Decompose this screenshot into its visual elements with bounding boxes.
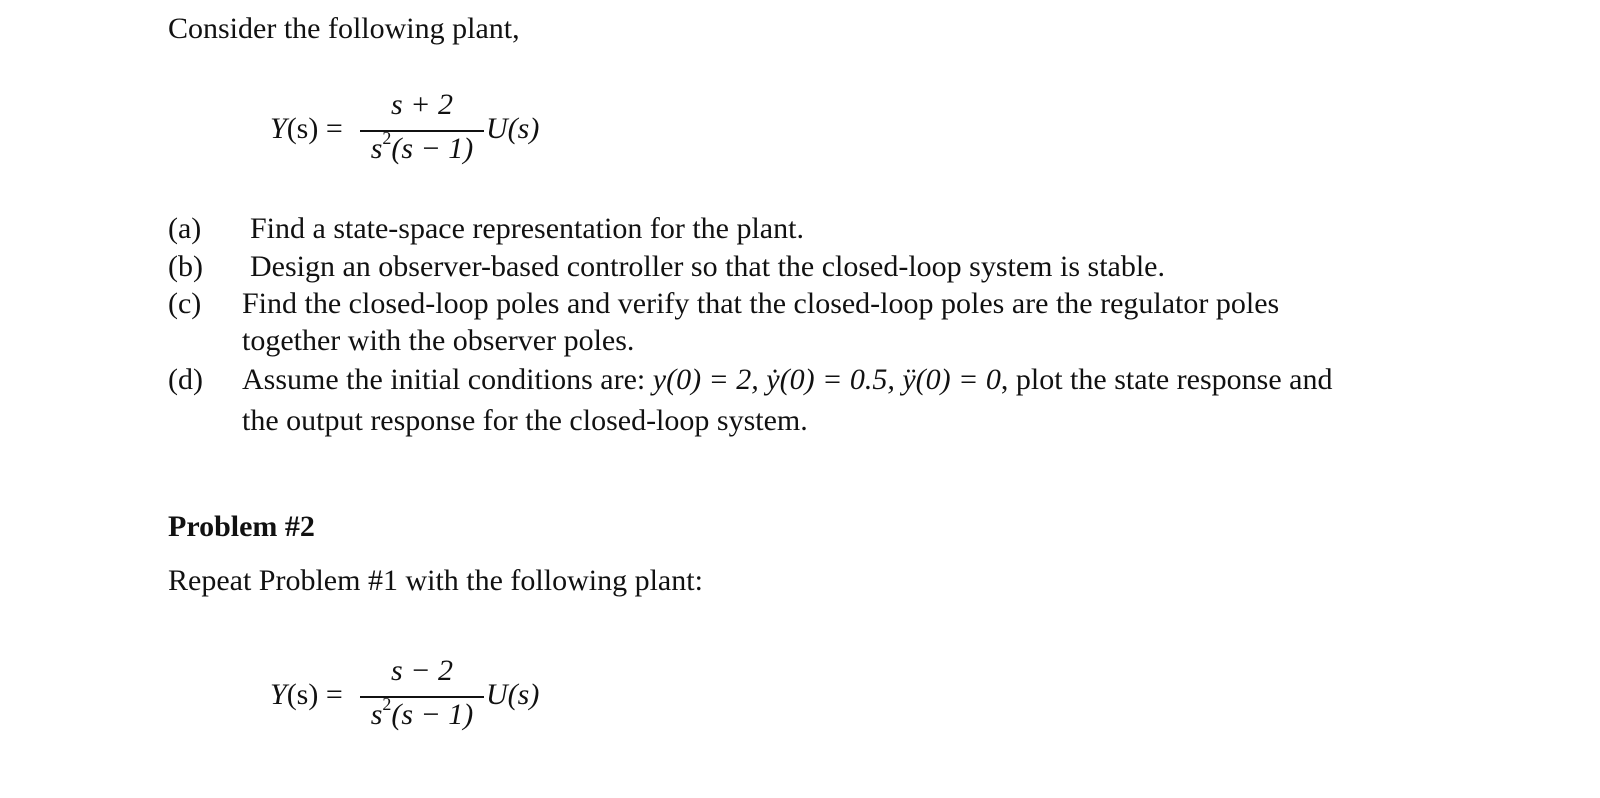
transfer-function-1 [270, 88, 570, 168]
eq1-denominator [360, 128, 484, 166]
eq1-rhs [486, 112, 539, 146]
eq1-lhs [270, 112, 343, 146]
part-c-label: (c) [168, 287, 202, 320]
eq2-lhs-arg: (s) = [286, 678, 343, 711]
problem-2-text: Repeat Problem #1 with the following plant: [168, 564, 703, 597]
eq2-lhs [270, 678, 343, 712]
part-d-text-line2: the output response for the closed-loop system. [242, 404, 808, 437]
eq2-den-s: s [370, 698, 383, 731]
eq1-numerator: s + 2 [391, 88, 453, 121]
part-d-text-pre: Assume the initial conditions are: [242, 363, 653, 396]
eq2-numerator: s − 2 [391, 654, 453, 687]
eq1-rhs-u: U [486, 112, 508, 145]
eq1-den-s: s [370, 132, 383, 165]
part-c-text-line2: together with the observer poles. [242, 324, 635, 357]
eq2-lhs-y: Y [270, 678, 287, 711]
part-d-label: (d) [168, 363, 203, 396]
part-a-label: (a) [168, 212, 202, 245]
part-b-label: (b) [168, 250, 203, 283]
problem-2-heading: Problem #2 [168, 510, 315, 543]
part-d-text-post: , plot the state response and [1000, 363, 1333, 396]
eq2-rhs-u: U [486, 678, 508, 711]
eq1-lhs-arg: (s) = [286, 112, 343, 145]
eq1-rhs-arg: (s) [507, 112, 540, 145]
intro-text: Consider the following plant, [168, 12, 520, 45]
eq2-den-exp: 2 [382, 694, 392, 714]
eq2-rhs-arg: (s) [507, 678, 540, 711]
eq1-lhs-y: Y [270, 112, 287, 145]
part-d-text [242, 363, 1332, 397]
part-d-initial-conditions: y(0) = 2, ẏ(0) = 0.5, ÿ(0) = 0 [652, 363, 1001, 396]
eq2-den-rest: (s − 1) [391, 698, 474, 731]
part-b-text: Design an observer-based controller so that the closed-loop system is stable. [250, 250, 1165, 283]
part-c-text: Find the closed-loop poles and verify that the closed-loop poles are the regulator poles [242, 287, 1280, 320]
part-a-text: Find a state-space representation for the plant. [250, 212, 804, 245]
eq1-den-exp: 2 [382, 128, 392, 148]
transfer-function-2 [270, 654, 570, 734]
eq2-rhs [486, 678, 539, 712]
eq1-den-rest: (s − 1) [391, 132, 474, 165]
eq2-denominator [360, 694, 484, 732]
